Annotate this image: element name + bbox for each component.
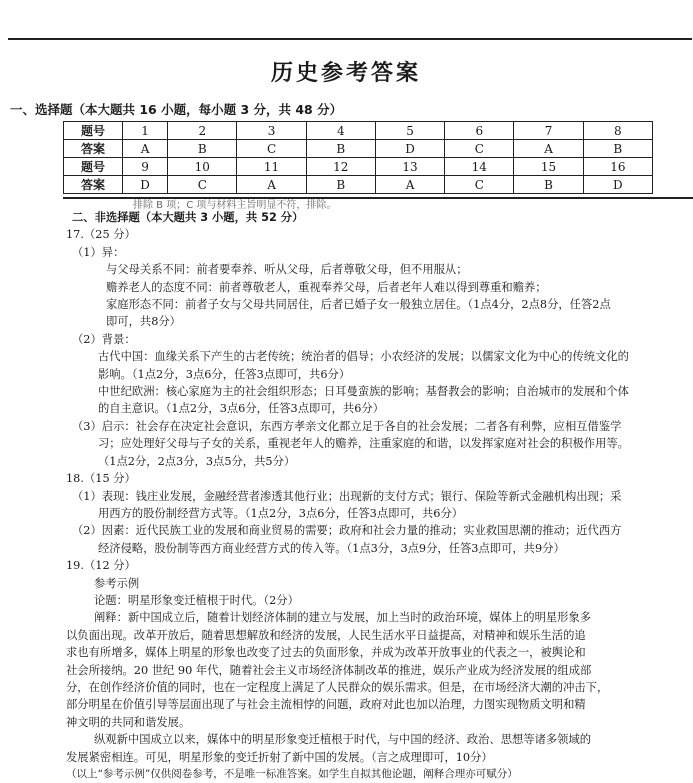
text-line: 社会所接纳。20 世纪 90 年代，随着社会主义市场经济体制改革的推进，娱乐产业成为经济发展的组成部 [66, 663, 592, 677]
text-line: 阐释：新中国成立后，随着计划经济体制的建立与发展，加上当时的政治环境，媒体上的明星形象多 [94, 611, 592, 625]
text-line: （2）背景： [72, 332, 136, 346]
table-cell: D [583, 176, 652, 194]
table-cell: 14 [445, 158, 514, 176]
text-line: 求也有所增多，媒体上明星的形象也改变了过去的负面形象，并成为改革开放事业的代表之一，被舆论和 [66, 646, 586, 660]
table-cell: 13 [375, 158, 444, 176]
table-cell: C [445, 140, 514, 158]
text-line: 赡养老人的态度不同：前者尊敬老人，重视奉养父母，后者老年人难以得到尊重和赡养； [106, 280, 547, 294]
text-line: 17.（25 分） [66, 228, 136, 242]
table-row [64, 176, 653, 194]
table-cell: 7 [514, 122, 583, 140]
table-cell: C [168, 176, 237, 194]
overlapped-text-fragment: 排除 B 项；C 项与材料主旨明显不符，排除。 [133, 200, 337, 211]
text-line: 参考示例 [94, 576, 140, 590]
table-cell: A [123, 140, 168, 158]
table-cell: B [168, 140, 237, 158]
table-cell: B [306, 176, 375, 194]
table-cell: 11 [237, 158, 306, 176]
text-line: 用西方的股份制经营方式等。（1点2分，3点6分，任答3点即可，共6分） [98, 506, 464, 520]
top-rule [8, 38, 692, 40]
text-line: 分，在创作经济价值的同时，也在一定程度上满足了人民群众的娱乐需求。但是，在市场经济大潮的冲击下， [66, 680, 609, 694]
row-label: 题号 [64, 122, 123, 140]
row-label: 答案 [64, 140, 123, 158]
table-cell: B [583, 140, 652, 158]
text-line: 与父母关系不同：前者要奉养、听从父母，后者尊敬父母，但不用服从； [106, 263, 468, 277]
table-cell: 12 [306, 158, 375, 176]
text-line: 的自主意识。（1点2分，3点6分，任答3点即可，共6分） [98, 402, 385, 416]
table-cell: 9 [123, 158, 168, 176]
text-line: 发展紧密相连。可见，明星形象的变迁折射了新中国的发展。（言之成理即可，10分） [66, 750, 493, 764]
table-row [64, 158, 653, 176]
text-line: （2）因素：近代民族工业的发展和商业贸易的需要；政府和社会力量的推动；实业救国思潮的推动；近代西方 [72, 524, 622, 538]
text-line: 古代中国：血缘关系下产生的古老传统；统治者的倡导；小农经济的发展；以儒家文化为中心的传统文化的 [98, 350, 629, 364]
text-line: （1点2分，2点3分，3点5分，共5分） [98, 454, 296, 468]
section-heading-choice: 一、选择题（本大题共 16 小题，每小题 3 分，共 48 分） [10, 102, 343, 117]
table-cell: 2 [168, 122, 237, 140]
text-line: 二、非选择题（本大题共 3 小题，共 52 分） [72, 211, 304, 224]
table-cell: A [514, 140, 583, 158]
row-label: 题号 [64, 158, 123, 176]
table-row [64, 122, 653, 140]
text-line: （以上“参考示例”仅供阅卷参考，不是唯一标准答案。如学生自拟其他论题，阐释合理亦可赋分） [66, 768, 518, 780]
text-line: （1）表现：钱庄业发展，金融经营者渗透其他行业；出现新的支付方式；银行、保险等新式金融机构出现；采 [72, 489, 622, 503]
text-line: 19.（12 分） [66, 559, 136, 573]
table-cell: A [237, 176, 306, 194]
table-row [64, 140, 653, 158]
table-cell: 10 [168, 158, 237, 176]
text-line: 部分明星在价值引导等层面出现了与社会主流相悖的问题，政府对此也加以治理，力图实现物质文明和精 [66, 698, 586, 712]
text-line: 即可，共8分） [106, 315, 181, 329]
text-line: 论题：明星形象变迁植根于时代。（2分） [94, 593, 299, 607]
text-line: 纵观新中国成立以来，媒体中的明星形象变迁植根于时代，与中国的经济、政治、思想等诸多领域的 [94, 733, 592, 747]
answer-body [66, 209, 646, 783]
text-line: （1）异： [72, 245, 125, 259]
page-title: 历史参考答案 [270, 60, 421, 86]
table-cell: A [375, 176, 444, 194]
table-cell: C [445, 176, 514, 194]
answer-table [63, 121, 653, 194]
row-label: 答案 [64, 176, 123, 194]
text-line: （3）启示：社会存在决定社会意识，东西方孝亲文化都立足于各自的社会发展；二者各有利弊，应相互借鉴学 [72, 419, 622, 433]
table-cell: 4 [306, 122, 375, 140]
table-cell: 6 [445, 122, 514, 140]
table-cell: 1 [123, 122, 168, 140]
table-cell: 8 [583, 122, 652, 140]
table-cell: 3 [237, 122, 306, 140]
table-cell: 5 [375, 122, 444, 140]
table-cell: C [237, 140, 306, 158]
text-line: 18.（15 分） [66, 472, 136, 486]
text-line: 中世纪欧洲：核心家庭为主的社会组织形态；日耳曼蛮族的影响；基督教会的影响；自治城市的发展和个体 [98, 385, 629, 399]
table-cell: D [123, 176, 168, 194]
text-line: 家庭形态不同：前者子女与父母共同居住，后者已婚子女一般独立居住。（1点4分，2点8分，任答2点 [106, 298, 611, 312]
table-cell: D [375, 140, 444, 158]
table-cell: B [514, 176, 583, 194]
section-rule [63, 197, 693, 199]
text-line: 影响。（1点2分，3点6分，任答3点即可，共6分） [98, 367, 351, 381]
text-line: 经济侵略，股份制等西方商业经营方式的传入等。（1点3分，3点9分，任答3点即可，共9分） [98, 541, 565, 555]
table-cell: 15 [514, 158, 583, 176]
table-cell: 16 [583, 158, 652, 176]
text-line: 神文明的共同和谐发展。 [66, 715, 191, 729]
table-cell: B [306, 140, 375, 158]
text-line: 习；应处理好父母与子女的关系，重视老年人的赡养，注重家庭的和谐，以发挥家庭对社会的积极作用等。 [98, 437, 629, 451]
text-line: 以负面出现。改革开放后，随着思想解放和经济的发展，人民生活水平日益提高，对精神和娱乐生活的追 [66, 628, 586, 642]
